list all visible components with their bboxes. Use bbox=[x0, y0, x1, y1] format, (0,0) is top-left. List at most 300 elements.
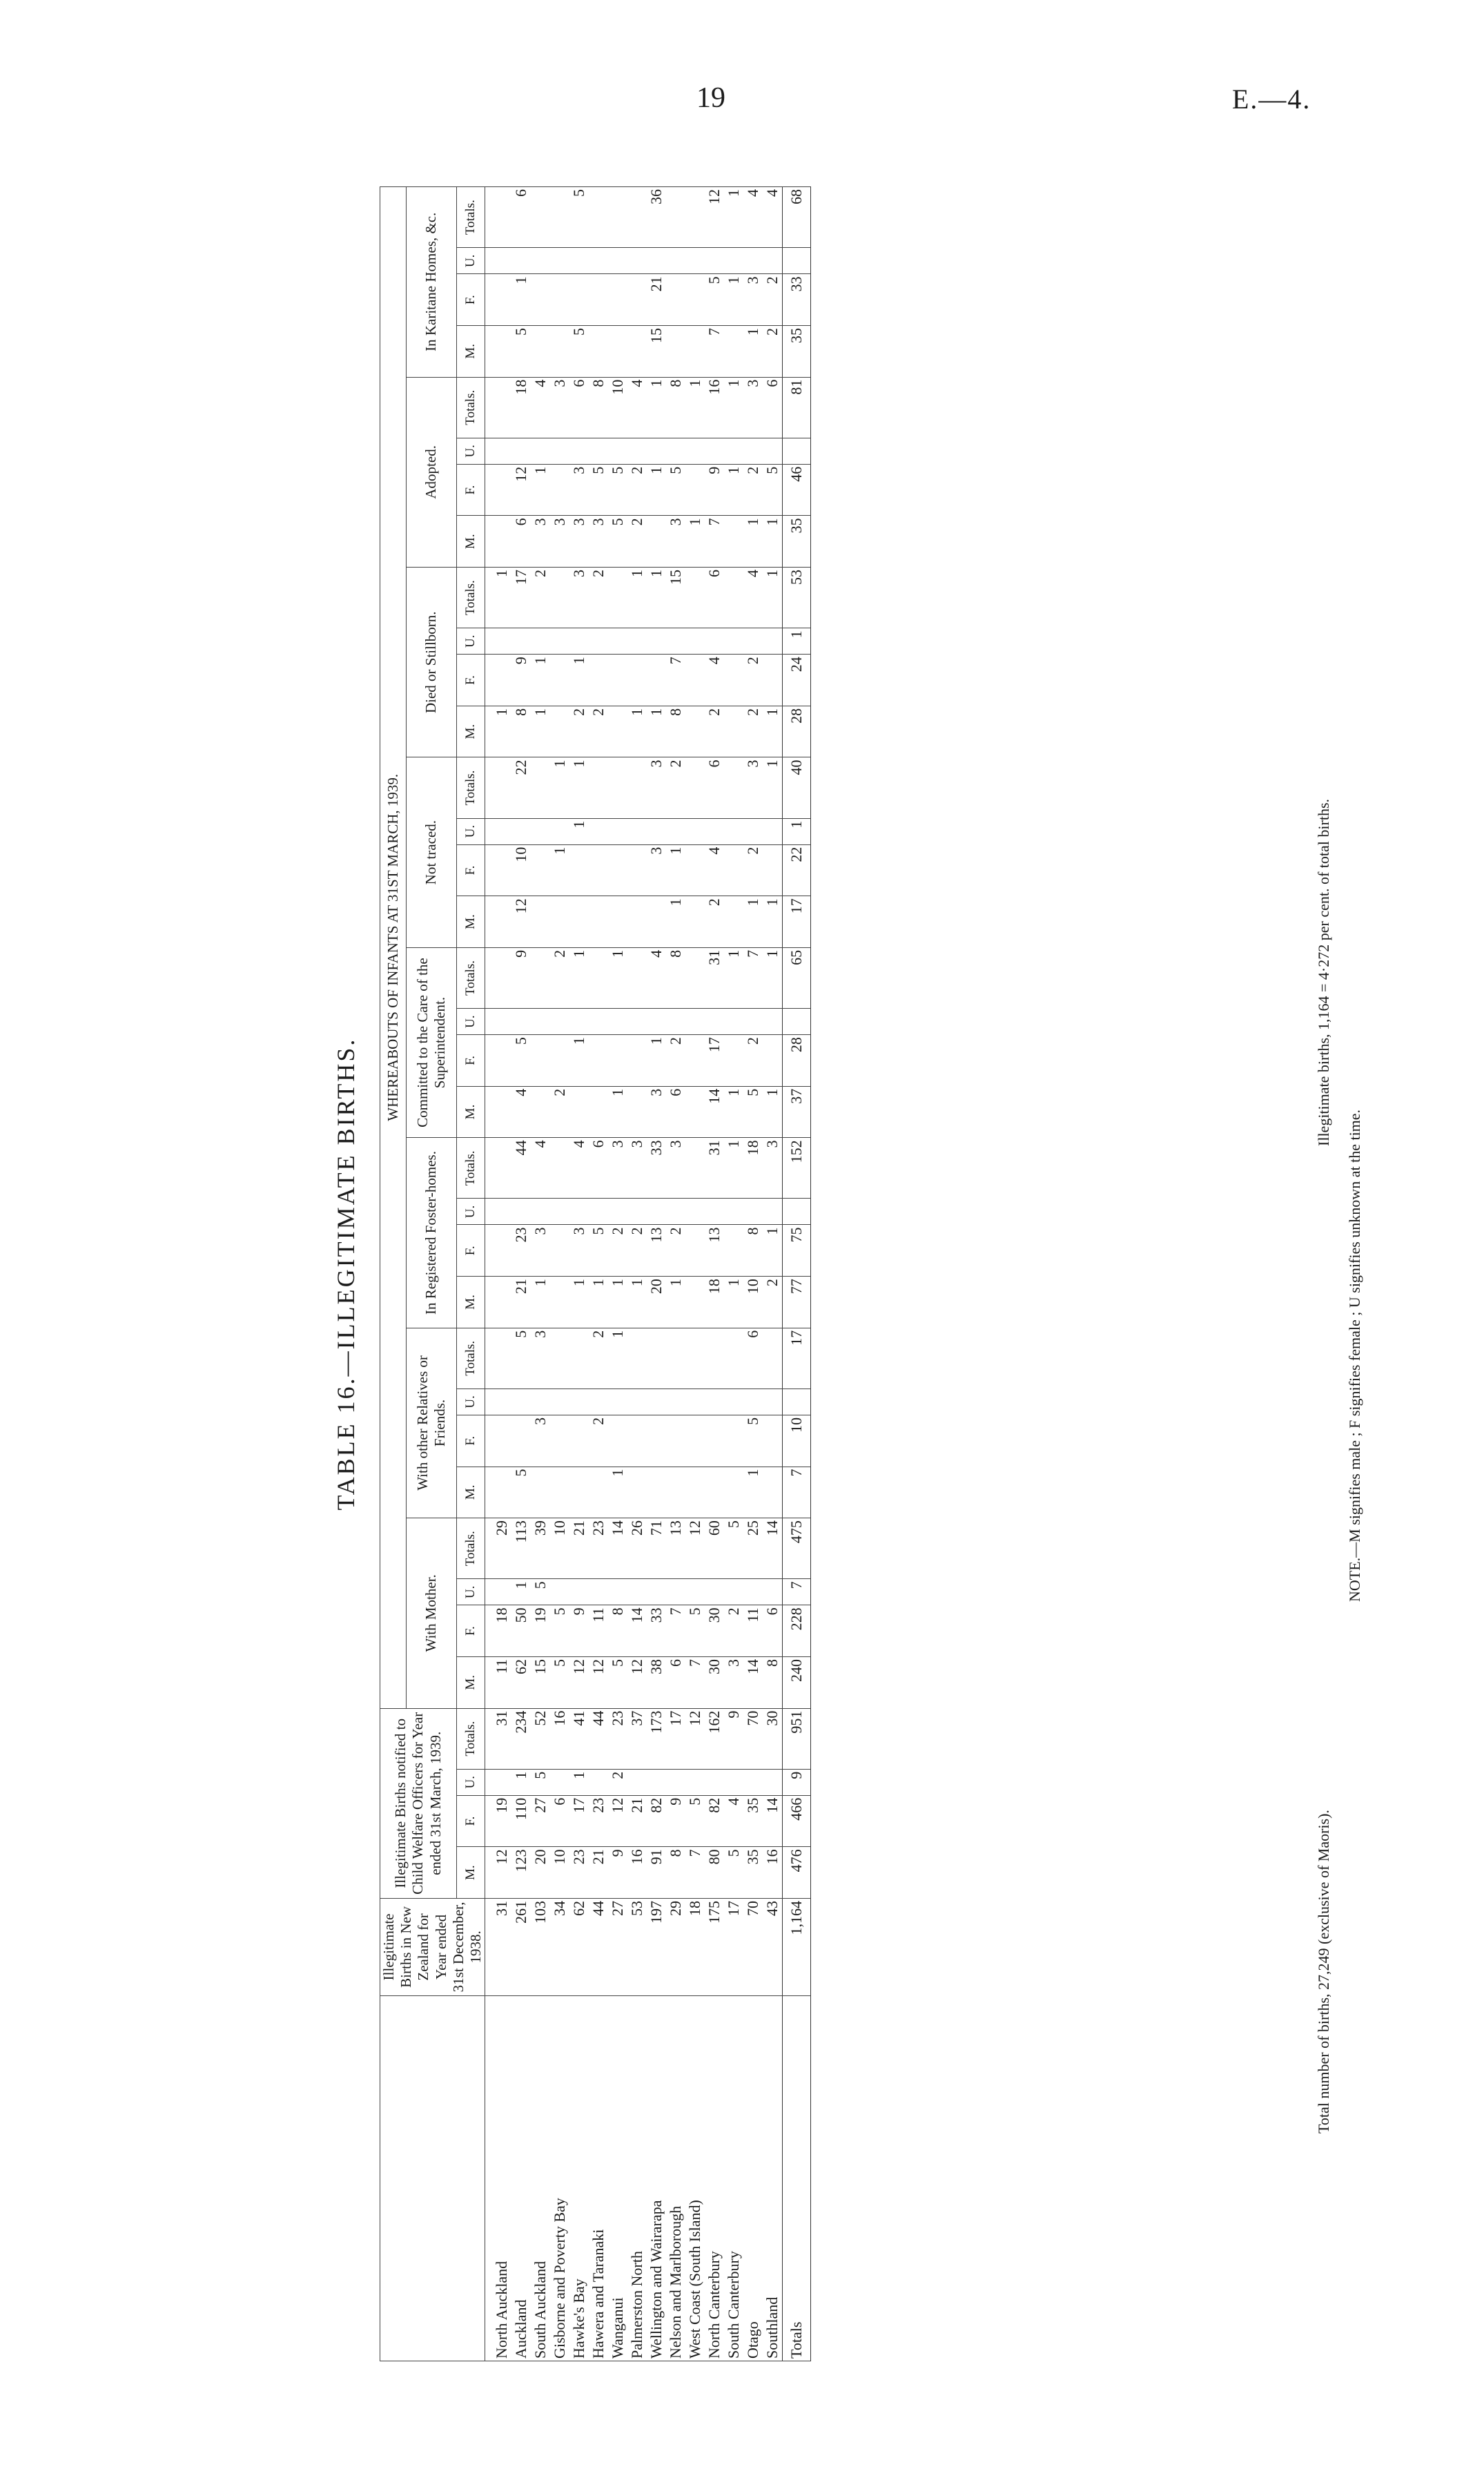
karitane-cell bbox=[685, 326, 705, 378]
died-cell: 1 bbox=[627, 706, 647, 757]
sub-header: Totals. bbox=[457, 1138, 485, 1199]
foster-cell bbox=[485, 1277, 512, 1328]
died-cell: 1 bbox=[763, 706, 783, 757]
superintendent-cell: 1 bbox=[608, 1086, 627, 1138]
table-row bbox=[550, 187, 569, 2361]
foster-cell bbox=[685, 1138, 705, 1199]
relatives-cell bbox=[685, 1415, 705, 1467]
foster-cell bbox=[666, 1199, 685, 1225]
adopted-cell: 2 bbox=[627, 464, 647, 516]
births-nz-cell: 31 bbox=[485, 1899, 512, 1996]
mother-cell bbox=[685, 1579, 705, 1605]
notified-cell: 5 bbox=[531, 1769, 550, 1795]
relatives-cell bbox=[485, 1467, 512, 1518]
karitane-cell bbox=[666, 326, 685, 378]
notified-cell: 951 bbox=[783, 1708, 811, 1769]
foster-cell: 4 bbox=[531, 1138, 550, 1199]
births-nz-cell: 44 bbox=[589, 1899, 608, 1996]
relatives-cell bbox=[724, 1467, 743, 1518]
karitane-cell bbox=[589, 187, 608, 248]
notified-cell: 16 bbox=[550, 1708, 569, 1769]
superintendent-cell bbox=[627, 947, 647, 1008]
sub-header: Totals. bbox=[457, 1328, 485, 1388]
sub-header: U. bbox=[457, 1579, 485, 1605]
superintendent-cell bbox=[724, 1035, 743, 1087]
died-cell: 3 bbox=[569, 568, 589, 628]
notified-cell: 23 bbox=[608, 1708, 627, 1769]
foster-cell: 8 bbox=[743, 1225, 763, 1277]
superintendent-cell: 2 bbox=[666, 1035, 685, 1087]
adopted-cell bbox=[608, 438, 627, 464]
relatives-cell bbox=[666, 1467, 685, 1518]
table-row bbox=[685, 187, 705, 2361]
district-name: Hawke's Bay bbox=[569, 1995, 589, 2361]
foster-cell bbox=[783, 1199, 811, 1225]
relatives-cell bbox=[666, 1415, 685, 1467]
foster-cell: 77 bbox=[783, 1277, 811, 1328]
karitane-cell bbox=[763, 248, 783, 274]
died-cell: 24 bbox=[783, 655, 811, 706]
table-row bbox=[743, 187, 763, 2361]
table-row bbox=[627, 187, 647, 2361]
sub-header: M. bbox=[457, 1656, 485, 1708]
mother-cell: 228 bbox=[783, 1605, 811, 1657]
superintendent-cell bbox=[685, 1086, 705, 1138]
foster-cell: 75 bbox=[783, 1225, 811, 1277]
sub-header: M. bbox=[457, 1086, 485, 1138]
superintendent-cell: 1 bbox=[569, 1035, 589, 1087]
karitane-cell bbox=[485, 187, 512, 248]
karitane-cell bbox=[685, 187, 705, 248]
relatives-cell bbox=[589, 1388, 608, 1415]
notified-cell: 80 bbox=[705, 1847, 724, 1899]
superintendent-cell bbox=[763, 1035, 783, 1087]
notified-cell: 30 bbox=[763, 1708, 783, 1769]
sub-header: M. bbox=[457, 516, 485, 568]
karitane-cell bbox=[485, 248, 512, 274]
not-traced-cell bbox=[608, 757, 627, 818]
notified-cell: 8 bbox=[666, 1847, 685, 1899]
mother-cell: 62 bbox=[511, 1656, 531, 1708]
whereabouts-header: WHEREABOUTS OF INFANTS AT 31ST MARCH, 1939. bbox=[380, 187, 407, 1709]
relatives-cell bbox=[627, 1388, 647, 1415]
mother-cell: 30 bbox=[705, 1605, 724, 1657]
superintendent-cell bbox=[485, 1035, 512, 1087]
notified-cell: 31 bbox=[485, 1708, 512, 1769]
adopted-cell bbox=[550, 438, 569, 464]
relatives-cell: 2 bbox=[589, 1328, 608, 1388]
adopted-cell bbox=[724, 438, 743, 464]
died-cell bbox=[685, 706, 705, 757]
sub-header: U. bbox=[457, 1199, 485, 1225]
notified-cell: 20 bbox=[531, 1847, 550, 1899]
relatives-cell bbox=[705, 1388, 724, 1415]
foster-cell: 1 bbox=[531, 1277, 550, 1328]
superintendent-cell: 4 bbox=[511, 1086, 531, 1138]
group-header: Committed to the Care of the Superintendent. bbox=[406, 947, 457, 1137]
relatives-cell bbox=[783, 1388, 811, 1415]
table-row bbox=[531, 187, 550, 2361]
karitane-cell bbox=[550, 326, 569, 378]
foster-cell: 1 bbox=[763, 1225, 783, 1277]
notified-cell: 91 bbox=[647, 1847, 666, 1899]
foster-cell: 2 bbox=[666, 1225, 685, 1277]
relatives-cell: 5 bbox=[511, 1467, 531, 1518]
mother-cell: 8 bbox=[608, 1605, 627, 1657]
not-traced-cell bbox=[589, 757, 608, 818]
died-cell: 1 bbox=[531, 655, 550, 706]
foster-cell bbox=[763, 1199, 783, 1225]
karitane-cell bbox=[511, 248, 531, 274]
mother-cell: 14 bbox=[627, 1605, 647, 1657]
died-cell: 4 bbox=[705, 655, 724, 706]
table-row bbox=[511, 187, 531, 2361]
notified-cell bbox=[763, 1769, 783, 1795]
foster-cell: 1 bbox=[569, 1277, 589, 1328]
karitane-cell: 3 bbox=[743, 274, 763, 326]
foster-cell: 1 bbox=[724, 1277, 743, 1328]
died-cell bbox=[608, 628, 627, 655]
notified-cell bbox=[485, 1769, 512, 1795]
sub-header: F. bbox=[457, 1605, 485, 1657]
notified-cell: 9 bbox=[666, 1795, 685, 1847]
died-cell bbox=[627, 628, 647, 655]
sub-header: U. bbox=[457, 818, 485, 844]
superintendent-cell bbox=[511, 1009, 531, 1035]
district-name: Gisborne and Poverty Bay bbox=[550, 1995, 569, 2361]
adopted-cell: 46 bbox=[783, 464, 811, 516]
mother-cell: 21 bbox=[569, 1518, 589, 1579]
table-row bbox=[589, 187, 608, 2361]
mother-cell: 5 bbox=[608, 1656, 627, 1708]
karitane-cell: 68 bbox=[783, 187, 811, 248]
notified-cell: 12 bbox=[608, 1795, 627, 1847]
mother-cell: 7 bbox=[666, 1605, 685, 1657]
karitane-cell bbox=[550, 187, 569, 248]
sub-header: F. bbox=[457, 1415, 485, 1467]
superintendent-cell bbox=[485, 947, 512, 1008]
died-cell: 15 bbox=[666, 568, 685, 628]
relatives-cell bbox=[608, 1415, 627, 1467]
not-traced-cell bbox=[724, 757, 743, 818]
document-code: E.—4. bbox=[1232, 84, 1311, 115]
notified-cell: 110 bbox=[511, 1795, 531, 1847]
mother-cell: 29 bbox=[485, 1518, 512, 1579]
not-traced-cell bbox=[608, 818, 627, 844]
adopted-cell: 18 bbox=[511, 377, 531, 438]
karitane-cell: 36 bbox=[647, 187, 666, 248]
sub-header: M. bbox=[457, 1277, 485, 1328]
notified-cell: 17 bbox=[666, 1708, 685, 1769]
superintendent-cell bbox=[743, 1009, 763, 1035]
foster-cell: 2 bbox=[763, 1277, 783, 1328]
sub-header: U. bbox=[457, 1388, 485, 1415]
not-traced-cell bbox=[627, 757, 647, 818]
adopted-cell: 81 bbox=[783, 377, 811, 438]
karitane-cell: 5 bbox=[569, 326, 589, 378]
notified-cell bbox=[705, 1769, 724, 1795]
group-header: Not traced. bbox=[406, 757, 457, 947]
not-traced-cell bbox=[531, 844, 550, 896]
sub-header: Totals. bbox=[457, 1708, 485, 1769]
died-cell bbox=[531, 628, 550, 655]
karitane-cell: 4 bbox=[763, 187, 783, 248]
superintendent-cell: 4 bbox=[647, 947, 666, 1008]
relatives-cell bbox=[666, 1388, 685, 1415]
adopted-cell bbox=[627, 438, 647, 464]
adopted-cell: 6 bbox=[569, 377, 589, 438]
notified-cell: 123 bbox=[511, 1847, 531, 1899]
births-nz-cell: 53 bbox=[627, 1899, 647, 1996]
not-traced-cell bbox=[589, 896, 608, 948]
adopted-cell bbox=[743, 438, 763, 464]
district-name: South Canterbury bbox=[724, 1995, 743, 2361]
superintendent-cell bbox=[569, 1009, 589, 1035]
superintendent-cell bbox=[685, 1035, 705, 1087]
not-traced-cell: 1 bbox=[569, 818, 589, 844]
foster-cell bbox=[550, 1138, 569, 1199]
mother-cell: 7 bbox=[783, 1579, 811, 1605]
notified-cell: 35 bbox=[743, 1847, 763, 1899]
foster-cell bbox=[550, 1199, 569, 1225]
mother-cell: 13 bbox=[666, 1518, 685, 1579]
mother-cell: 6 bbox=[666, 1656, 685, 1708]
died-cell bbox=[608, 706, 627, 757]
died-cell: 17 bbox=[511, 568, 531, 628]
relatives-cell bbox=[705, 1328, 724, 1388]
notified-cell bbox=[743, 1769, 763, 1795]
superintendent-cell bbox=[763, 1009, 783, 1035]
mother-cell: 240 bbox=[783, 1656, 811, 1708]
died-cell: 2 bbox=[589, 568, 608, 628]
not-traced-cell bbox=[627, 818, 647, 844]
not-traced-cell bbox=[685, 757, 705, 818]
mother-cell: 12 bbox=[685, 1518, 705, 1579]
relatives-cell bbox=[485, 1415, 512, 1467]
relatives-cell bbox=[627, 1467, 647, 1518]
foster-cell: 18 bbox=[743, 1138, 763, 1199]
not-traced-cell: 2 bbox=[743, 844, 763, 896]
adopted-cell: 10 bbox=[608, 377, 627, 438]
sub-header: Totals. bbox=[457, 377, 485, 438]
relatives-cell: 1 bbox=[743, 1467, 763, 1518]
relatives-cell: 6 bbox=[743, 1328, 763, 1388]
foster-cell: 44 bbox=[511, 1138, 531, 1199]
superintendent-cell bbox=[705, 1009, 724, 1035]
died-cell bbox=[685, 655, 705, 706]
relatives-cell bbox=[705, 1467, 724, 1518]
superintendent-cell: 5 bbox=[743, 1086, 763, 1138]
foster-cell bbox=[485, 1138, 512, 1199]
not-traced-cell bbox=[685, 818, 705, 844]
relatives-cell bbox=[627, 1415, 647, 1467]
adopted-cell bbox=[511, 438, 531, 464]
foster-cell bbox=[743, 1199, 763, 1225]
district-name: North Auckland bbox=[485, 1995, 512, 2361]
notified-cell: 9 bbox=[608, 1847, 627, 1899]
died-cell: 1 bbox=[763, 568, 783, 628]
superintendent-cell bbox=[589, 947, 608, 1008]
adopted-cell bbox=[485, 516, 512, 568]
not-traced-cell bbox=[485, 896, 512, 948]
births-nz-cell: 43 bbox=[763, 1899, 783, 1996]
not-traced-cell bbox=[531, 818, 550, 844]
not-traced-cell bbox=[485, 818, 512, 844]
mother-cell: 5 bbox=[531, 1579, 550, 1605]
superintendent-cell bbox=[589, 1035, 608, 1087]
superintendent-cell bbox=[589, 1086, 608, 1138]
adopted-cell: 1 bbox=[743, 516, 763, 568]
not-traced-cell: 3 bbox=[647, 844, 666, 896]
foster-cell bbox=[511, 1199, 531, 1225]
superintendent-cell: 1 bbox=[763, 947, 783, 1008]
births-nz-cell: 175 bbox=[705, 1899, 724, 1996]
karitane-cell bbox=[666, 187, 685, 248]
superintendent-cell bbox=[550, 1009, 569, 1035]
superintendent-cell bbox=[485, 1009, 512, 1035]
karitane-cell bbox=[705, 248, 724, 274]
table-row bbox=[666, 187, 685, 2361]
relatives-cell bbox=[589, 1467, 608, 1518]
sub-header: F. bbox=[457, 1035, 485, 1087]
foster-cell: 4 bbox=[569, 1138, 589, 1199]
foster-cell: 6 bbox=[589, 1138, 608, 1199]
adopted-cell: 3 bbox=[743, 377, 763, 438]
not-traced-cell bbox=[743, 818, 763, 844]
notified-cell: 52 bbox=[531, 1708, 550, 1769]
notified-cell: 82 bbox=[705, 1795, 724, 1847]
notified-cell: 466 bbox=[783, 1795, 811, 1847]
karitane-cell: 15 bbox=[647, 326, 666, 378]
superintendent-cell bbox=[531, 1009, 550, 1035]
notified-cell: 173 bbox=[647, 1708, 666, 1769]
foster-cell bbox=[705, 1199, 724, 1225]
died-cell: 28 bbox=[783, 706, 811, 757]
superintendent-cell bbox=[589, 1009, 608, 1035]
relatives-cell: 1 bbox=[608, 1467, 627, 1518]
not-traced-cell bbox=[485, 844, 512, 896]
mother-cell: 12 bbox=[589, 1656, 608, 1708]
foster-cell: 3 bbox=[627, 1138, 647, 1199]
mother-cell bbox=[589, 1579, 608, 1605]
district-name: South Auckland bbox=[531, 1995, 550, 2361]
died-cell: 2 bbox=[743, 706, 763, 757]
superintendent-cell bbox=[685, 947, 705, 1008]
adopted-cell: 1 bbox=[647, 464, 666, 516]
died-cell bbox=[647, 628, 666, 655]
not-traced-cell bbox=[627, 844, 647, 896]
adopted-cell: 1 bbox=[685, 516, 705, 568]
karitane-cell bbox=[485, 274, 512, 326]
mother-cell: 19 bbox=[531, 1605, 550, 1657]
adopted-cell: 1 bbox=[724, 377, 743, 438]
footnote-total-births: Total number of births, 27,249 (exclusive of Maoris). bbox=[1315, 1810, 1332, 2133]
relatives-cell bbox=[763, 1328, 783, 1388]
adopted-cell bbox=[485, 464, 512, 516]
not-traced-cell bbox=[550, 896, 569, 948]
died-cell bbox=[666, 628, 685, 655]
sub-header: F. bbox=[457, 1225, 485, 1277]
karitane-cell bbox=[783, 248, 811, 274]
not-traced-cell bbox=[569, 896, 589, 948]
foster-cell bbox=[550, 1277, 569, 1328]
mother-cell: 475 bbox=[783, 1518, 811, 1579]
superintendent-cell: 8 bbox=[666, 947, 685, 1008]
mother-cell: 5 bbox=[724, 1518, 743, 1579]
mother-cell: 5 bbox=[550, 1605, 569, 1657]
not-traced-cell bbox=[531, 896, 550, 948]
births-nz-cell: 62 bbox=[569, 1899, 589, 1996]
adopted-cell: 8 bbox=[666, 377, 685, 438]
adopted-cell bbox=[647, 438, 666, 464]
relatives-cell: 7 bbox=[783, 1467, 811, 1518]
notified-cell: 476 bbox=[783, 1847, 811, 1899]
mother-cell: 30 bbox=[705, 1656, 724, 1708]
mother-cell bbox=[763, 1579, 783, 1605]
superintendent-cell bbox=[531, 1035, 550, 1087]
notified-cell: 23 bbox=[589, 1795, 608, 1847]
notified-cell: 21 bbox=[589, 1847, 608, 1899]
died-cell bbox=[550, 628, 569, 655]
died-cell: 1 bbox=[485, 706, 512, 757]
not-traced-cell bbox=[685, 844, 705, 896]
died-cell: 1 bbox=[531, 706, 550, 757]
superintendent-cell bbox=[666, 1009, 685, 1035]
not-traced-cell bbox=[724, 818, 743, 844]
died-cell: 9 bbox=[511, 655, 531, 706]
sub-header: F. bbox=[457, 655, 485, 706]
adopted-cell bbox=[724, 516, 743, 568]
adopted-cell: 3 bbox=[550, 516, 569, 568]
superintendent-cell bbox=[627, 1009, 647, 1035]
not-traced-cell bbox=[647, 896, 666, 948]
relatives-cell bbox=[685, 1388, 705, 1415]
superintendent-cell bbox=[550, 1035, 569, 1087]
mother-cell: 39 bbox=[531, 1518, 550, 1579]
adopted-cell bbox=[485, 377, 512, 438]
group-header: Adopted. bbox=[406, 377, 457, 567]
not-traced-cell: 1 bbox=[763, 757, 783, 818]
mother-cell bbox=[550, 1579, 569, 1605]
relatives-cell bbox=[724, 1388, 743, 1415]
notified-cell: 6 bbox=[550, 1795, 569, 1847]
relatives-cell bbox=[724, 1415, 743, 1467]
adopted-cell: 5 bbox=[589, 464, 608, 516]
not-traced-cell bbox=[685, 896, 705, 948]
notified-cell: 5 bbox=[724, 1847, 743, 1899]
died-cell: 1 bbox=[647, 706, 666, 757]
sub-header: F. bbox=[457, 844, 485, 896]
adopted-cell: 8 bbox=[589, 377, 608, 438]
superintendent-cell: 28 bbox=[783, 1035, 811, 1087]
mother-cell: 15 bbox=[531, 1656, 550, 1708]
notified-cell: 7 bbox=[685, 1847, 705, 1899]
adopted-cell: 1 bbox=[763, 516, 783, 568]
not-traced-cell bbox=[589, 818, 608, 844]
not-traced-cell: 10 bbox=[511, 844, 531, 896]
adopted-cell: 5 bbox=[608, 464, 627, 516]
sub-header: F. bbox=[457, 274, 485, 326]
superintendent-cell: 7 bbox=[743, 947, 763, 1008]
superintendent-cell: 6 bbox=[666, 1086, 685, 1138]
relatives-cell bbox=[743, 1388, 763, 1415]
karitane-cell bbox=[666, 248, 685, 274]
not-traced-cell: 2 bbox=[705, 896, 724, 948]
sub-header: M. bbox=[457, 706, 485, 757]
mother-cell: 7 bbox=[685, 1656, 705, 1708]
mother-cell: 3 bbox=[724, 1656, 743, 1708]
mother-cell: 25 bbox=[743, 1518, 763, 1579]
